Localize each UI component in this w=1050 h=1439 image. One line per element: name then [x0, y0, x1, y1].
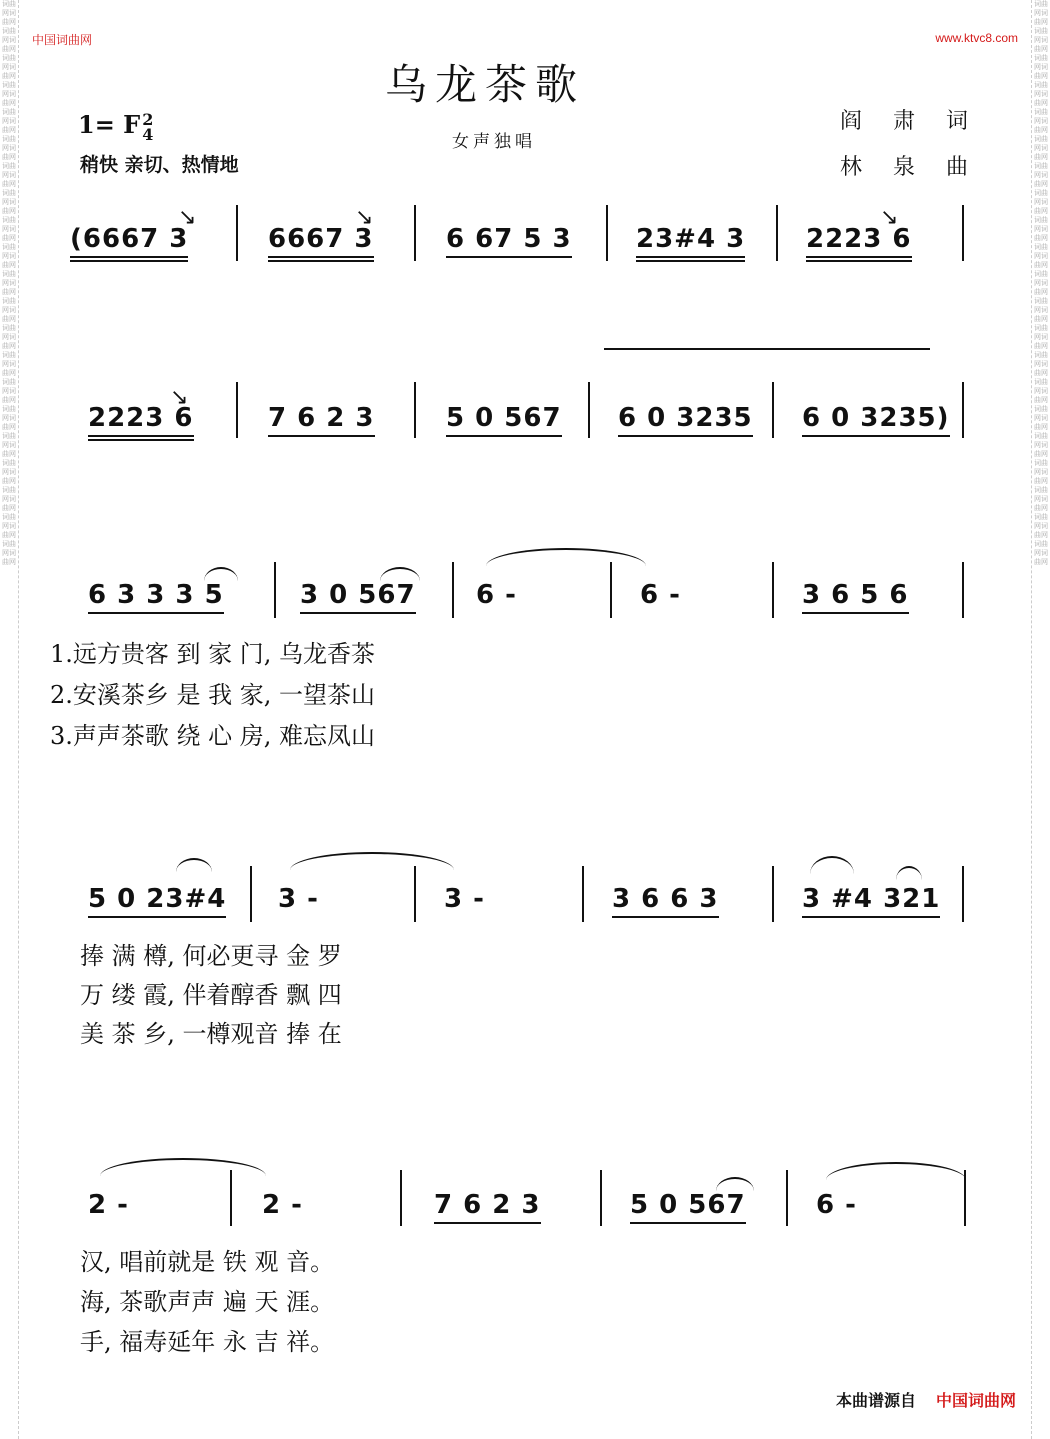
- verse-line-2: 海, 茶歌声声 遍 天 涯。: [80, 1288, 335, 1316]
- barline: [962, 866, 964, 922]
- tie: [486, 548, 646, 566]
- barline: [772, 562, 774, 618]
- glide-arrow-icon: ↘: [178, 205, 197, 230]
- barline: [600, 1170, 602, 1226]
- measure: 23#4 3: [636, 224, 746, 254]
- measure: 6 3 3 3 5: [88, 580, 224, 610]
- slur: [896, 866, 922, 880]
- measure: 3 0 567: [300, 580, 416, 610]
- footer-source-label: 本曲谱源自: [835, 1391, 916, 1410]
- key-signature: [78, 110, 153, 142]
- measure: 2 -: [262, 1190, 303, 1220]
- measure: 6 -: [640, 580, 681, 610]
- verse-line-1: 1.远方贵客 到 家 门, 乌龙香茶: [50, 640, 376, 668]
- measure: 3 6 5 6: [802, 580, 909, 610]
- glide-arrow-icon: ↘: [355, 205, 374, 230]
- verse-line-3: 美 茶 乡, 一樽观音 捧 在: [80, 1020, 342, 1048]
- measure: 3 -: [278, 884, 319, 914]
- barline: [962, 562, 964, 618]
- barline: [452, 562, 454, 618]
- measure: 5 0 567: [630, 1190, 746, 1220]
- measure: 3 #4 321: [802, 884, 941, 914]
- site-name-top-left[interactable]: 中国词曲网: [32, 33, 93, 47]
- verse-line-2: 万 缕 霞, 伴着醇香 飘 四: [80, 981, 342, 1009]
- barline: [414, 866, 416, 922]
- barline: [588, 382, 590, 438]
- tie: [826, 1162, 966, 1180]
- barline: [582, 866, 584, 922]
- measure: 5 0 567: [446, 403, 562, 433]
- barline: [964, 1170, 966, 1226]
- barline: [772, 382, 774, 438]
- measure: 6667 3: [268, 224, 374, 254]
- watermark-strip-right: 词曲网词曲网词曲网词曲网词曲网词曲网词曲网词曲网词曲网词曲网词曲网词曲网词曲网词曲网词曲网词曲网词曲网词曲网词曲网词曲网词曲网词曲网词曲网词曲网词曲网词曲网词曲网词曲网词曲网词曲网词曲网词曲网词曲网词曲网词曲网词曲网词曲网词曲网词曲网词曲网词曲网词曲网: [1031, 0, 1050, 1439]
- barline: [250, 866, 252, 922]
- measure: 2223 6: [88, 403, 194, 433]
- slur: [380, 567, 420, 581]
- barline: [274, 562, 276, 618]
- barline: [236, 382, 238, 438]
- measure: 6 67 5 3: [446, 224, 572, 254]
- barline: [962, 382, 964, 438]
- song-title: 乌龙茶歌: [385, 60, 586, 109]
- measure: 3 -: [444, 884, 485, 914]
- site-url-top-right[interactable]: www.ktvc8.com: [935, 31, 1018, 45]
- tie: [290, 852, 454, 870]
- barline: [236, 205, 238, 261]
- measure: 2223 6: [806, 224, 912, 254]
- watermark-strip-left: 词曲网词曲网词曲网词曲网词曲网词曲网词曲网词曲网词曲网词曲网词曲网词曲网词曲网词曲网词曲网词曲网词曲网词曲网词曲网词曲网词曲网词曲网词曲网词曲网词曲网词曲网词曲网词曲网词曲网词曲网词曲网词曲网词曲网词曲网词曲网词曲网词曲网词曲网词曲网词曲网词曲网词曲网: [0, 0, 19, 1439]
- slur: [176, 858, 212, 872]
- verse-line-2: 2.安溪茶乡 是 我 家, 一望茶山: [50, 681, 376, 709]
- footer-source-link[interactable]: 中国词曲网: [935, 1391, 1016, 1410]
- measure: 7 6 2 3: [268, 403, 375, 433]
- tie: [100, 1158, 266, 1176]
- barline: [400, 1170, 402, 1226]
- barline: [414, 382, 416, 438]
- verse-line-3: 3.声声茶歌 绕 心 房, 难忘凤山: [50, 722, 376, 750]
- barline: [606, 205, 608, 261]
- barline: [610, 562, 612, 618]
- measure: 2 -: [88, 1190, 129, 1220]
- measure: 5 0 23#4: [88, 884, 227, 914]
- verse-line-1: 捧 满 樽, 何必更寻 金 罗: [80, 942, 342, 970]
- barline: [772, 866, 774, 922]
- performance-type: 女声独唱: [452, 132, 536, 152]
- measure: 6 0 3235): [802, 403, 950, 433]
- tie-line: [604, 348, 930, 356]
- lyricist-credit: 阎 肃 词: [840, 109, 980, 134]
- verse-line-3: 手, 福寿延年 永 吉 祥。: [80, 1328, 335, 1356]
- glide-arrow-icon: ↘: [880, 205, 899, 230]
- slur: [716, 1177, 754, 1191]
- barline: [962, 205, 964, 261]
- footer-source: [836, 1388, 1016, 1411]
- key-text: 1= F: [78, 110, 141, 139]
- composer-credit: 林 泉 曲: [840, 155, 980, 180]
- measure: (6667 3: [70, 224, 189, 254]
- tempo-marking: 稍快 亲切、热情地: [80, 154, 239, 176]
- slur: [204, 567, 238, 581]
- measure: 6 -: [816, 1190, 857, 1220]
- barline: [230, 1170, 232, 1226]
- barline: [414, 205, 416, 261]
- measure: 6 0 3235: [618, 403, 753, 433]
- verse-line-1: 汉, 唱前就是 铁 观 音。: [80, 1248, 335, 1276]
- barline: [776, 205, 778, 261]
- measure: 3 6 6 3: [612, 884, 719, 914]
- time-signature: 2 4: [142, 109, 154, 144]
- barline: [786, 1170, 788, 1226]
- slur: [810, 856, 854, 874]
- measure: 6 -: [476, 580, 517, 610]
- measure: 7 6 2 3: [434, 1190, 541, 1220]
- glide-arrow-icon: ↘: [170, 385, 189, 410]
